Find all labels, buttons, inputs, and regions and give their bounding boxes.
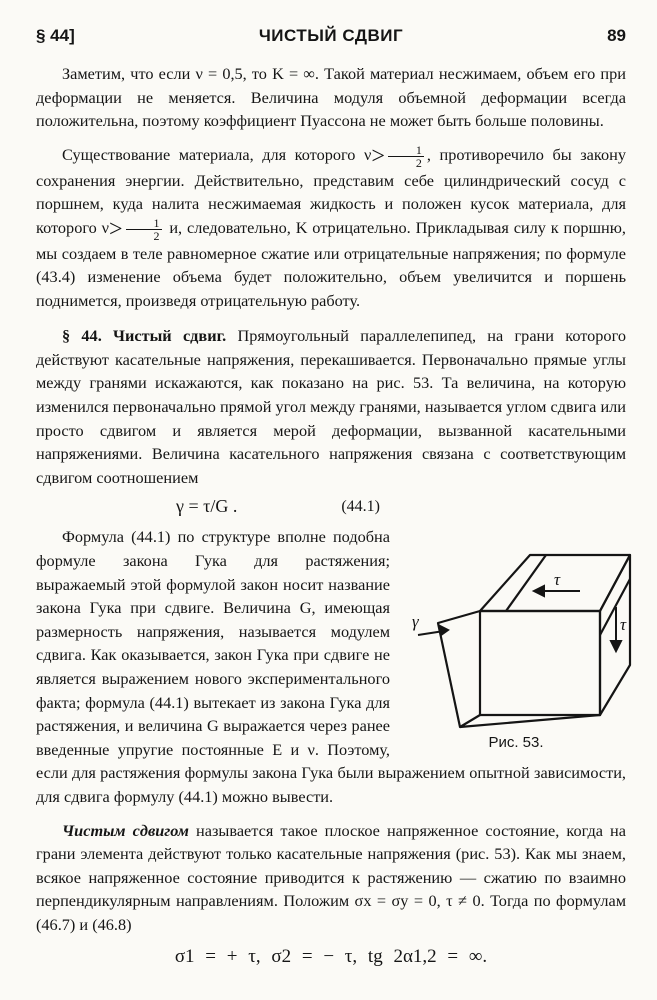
fraction-numerator: 1 bbox=[388, 144, 424, 157]
top-face-shear-line bbox=[506, 555, 546, 611]
tau-label-right: τ bbox=[620, 615, 627, 635]
paragraph-energy-part-b: , противоречило бы закону сохранения энергии. Действительно, представим себе цилиндрический сосуд с поршнем, куда налита несжимаемая жидкость и положен кусок материала, для которого ν bbox=[36, 144, 626, 237]
section-44 bbox=[36, 324, 626, 808]
greater-than-sign: > bbox=[371, 143, 385, 170]
principal-stress-formula: σ1 = + τ, σ2 = − τ, tg 2α1,2 = ∞. bbox=[174, 945, 488, 967]
section-44-intro bbox=[36, 324, 626, 489]
figure-53 bbox=[398, 495, 634, 757]
sheared-parallelepiped-diagram bbox=[398, 495, 634, 735]
page-header bbox=[36, 26, 626, 50]
page-body bbox=[36, 62, 626, 968]
header-section: § 44] bbox=[36, 26, 75, 45]
paragraph-incompressible: Заметим, что если ν = 0,5, то K = ∞. Такой материал несжимаем, объем его при деформации не меняется. Величина модуля объемной деформации всегда положительна, поэтому коэффициент Пуассона не может быть больше половины. bbox=[36, 64, 626, 131]
fraction-one-half-2 bbox=[126, 217, 162, 242]
figure-caption: Рис. 53. bbox=[488, 734, 544, 752]
formula-number: (44.1) bbox=[341, 498, 380, 516]
tau-label-top: τ bbox=[554, 570, 561, 590]
header-title: ЧИСТЫЙ СДВИГ bbox=[258, 26, 404, 45]
greater-than-sign-2: > bbox=[108, 216, 123, 242]
paragraph-pure-shear bbox=[36, 819, 626, 937]
paragraph-energy bbox=[36, 143, 626, 313]
gamma-pointer-head bbox=[440, 626, 448, 635]
fraction-numerator-2: 1 bbox=[126, 217, 162, 230]
front-face bbox=[480, 611, 600, 715]
section-heading: § 44. Чистый сдвиг. bbox=[62, 326, 227, 346]
tau-arrow-right-head bbox=[611, 641, 621, 651]
fraction-denominator-2: 2 bbox=[153, 228, 160, 243]
gamma-label: γ bbox=[412, 612, 419, 632]
fraction-one-half bbox=[388, 144, 424, 169]
formula-44-1 bbox=[36, 493, 626, 523]
section-44-text-a: Прямоугольный параллелепипед, на грани которого действуют касательные напряжения, перекашивается. Первоначально прямые углы между гранями искажаются, как показано на рис. 53. Та величина, на которую изменился первоначально прямой угол между гранями, называется углом сдвига или просто сдвигом и является мерой деформации, вызванной касательными напряжениями. Величина касательного напряжения связана с соответствующим сдвигом соотношением bbox=[36, 326, 626, 487]
paragraph-pure-shear-text: называется такое плоское напряженное состояние, когда на грани элемента действуют только касательные напряжения (рис. 53). Как мы знаем, всякое напряженное состояние приводится к растяжению — сжатию по взаимно перпендикулярным направлениям. Положим σx = σy = 0, τ ≠ 0. Тогда по формулам (46.7) и (46.8) bbox=[36, 820, 626, 934]
paragraph-energy-part-a: Существование материала, для которого ν bbox=[62, 144, 372, 164]
sheared-bottom-edge bbox=[460, 715, 600, 727]
fraction-denominator: 2 bbox=[415, 155, 422, 170]
paragraph-energy-part-c: и, следовательно, K отрицательно. Прикладывая силу к поршню, мы создаем в теле равномерное сжатие или отрицательные напряжения; по формуле (43.4) изменение объема будет положительно, объем увеличится и поршень поднимется, произведя отрицательную работу. bbox=[36, 217, 626, 310]
formula-hooke-shear: γ = τ/G . bbox=[176, 496, 238, 517]
tau-arrow-top-head bbox=[534, 586, 544, 596]
section-44-text-b: Формула (44.1) по структуре вполне подобна формуле закона Гука для растяжения; выражаемый этой формулой закон носит название закона Гука при сдвиге. Величина G, имеющая размерность напряжения, называется модулем сдвига. Как оказывается, закон Гука при сдвиге не является выражением нового экспериментального факта; формула (44.1) вытекает из закона Гука для растяжения, и величина G выражается через ранее введенные упругие постоянные E и ν. Поэтому, если для растяжения формулы закона Гука были выражением опытной зависимости, для сдвига формулу (44.1) можно вывести. bbox=[36, 527, 626, 806]
page-number: 89 bbox=[607, 26, 626, 45]
term-pure-shear: Чистым сдвигом bbox=[62, 820, 189, 840]
